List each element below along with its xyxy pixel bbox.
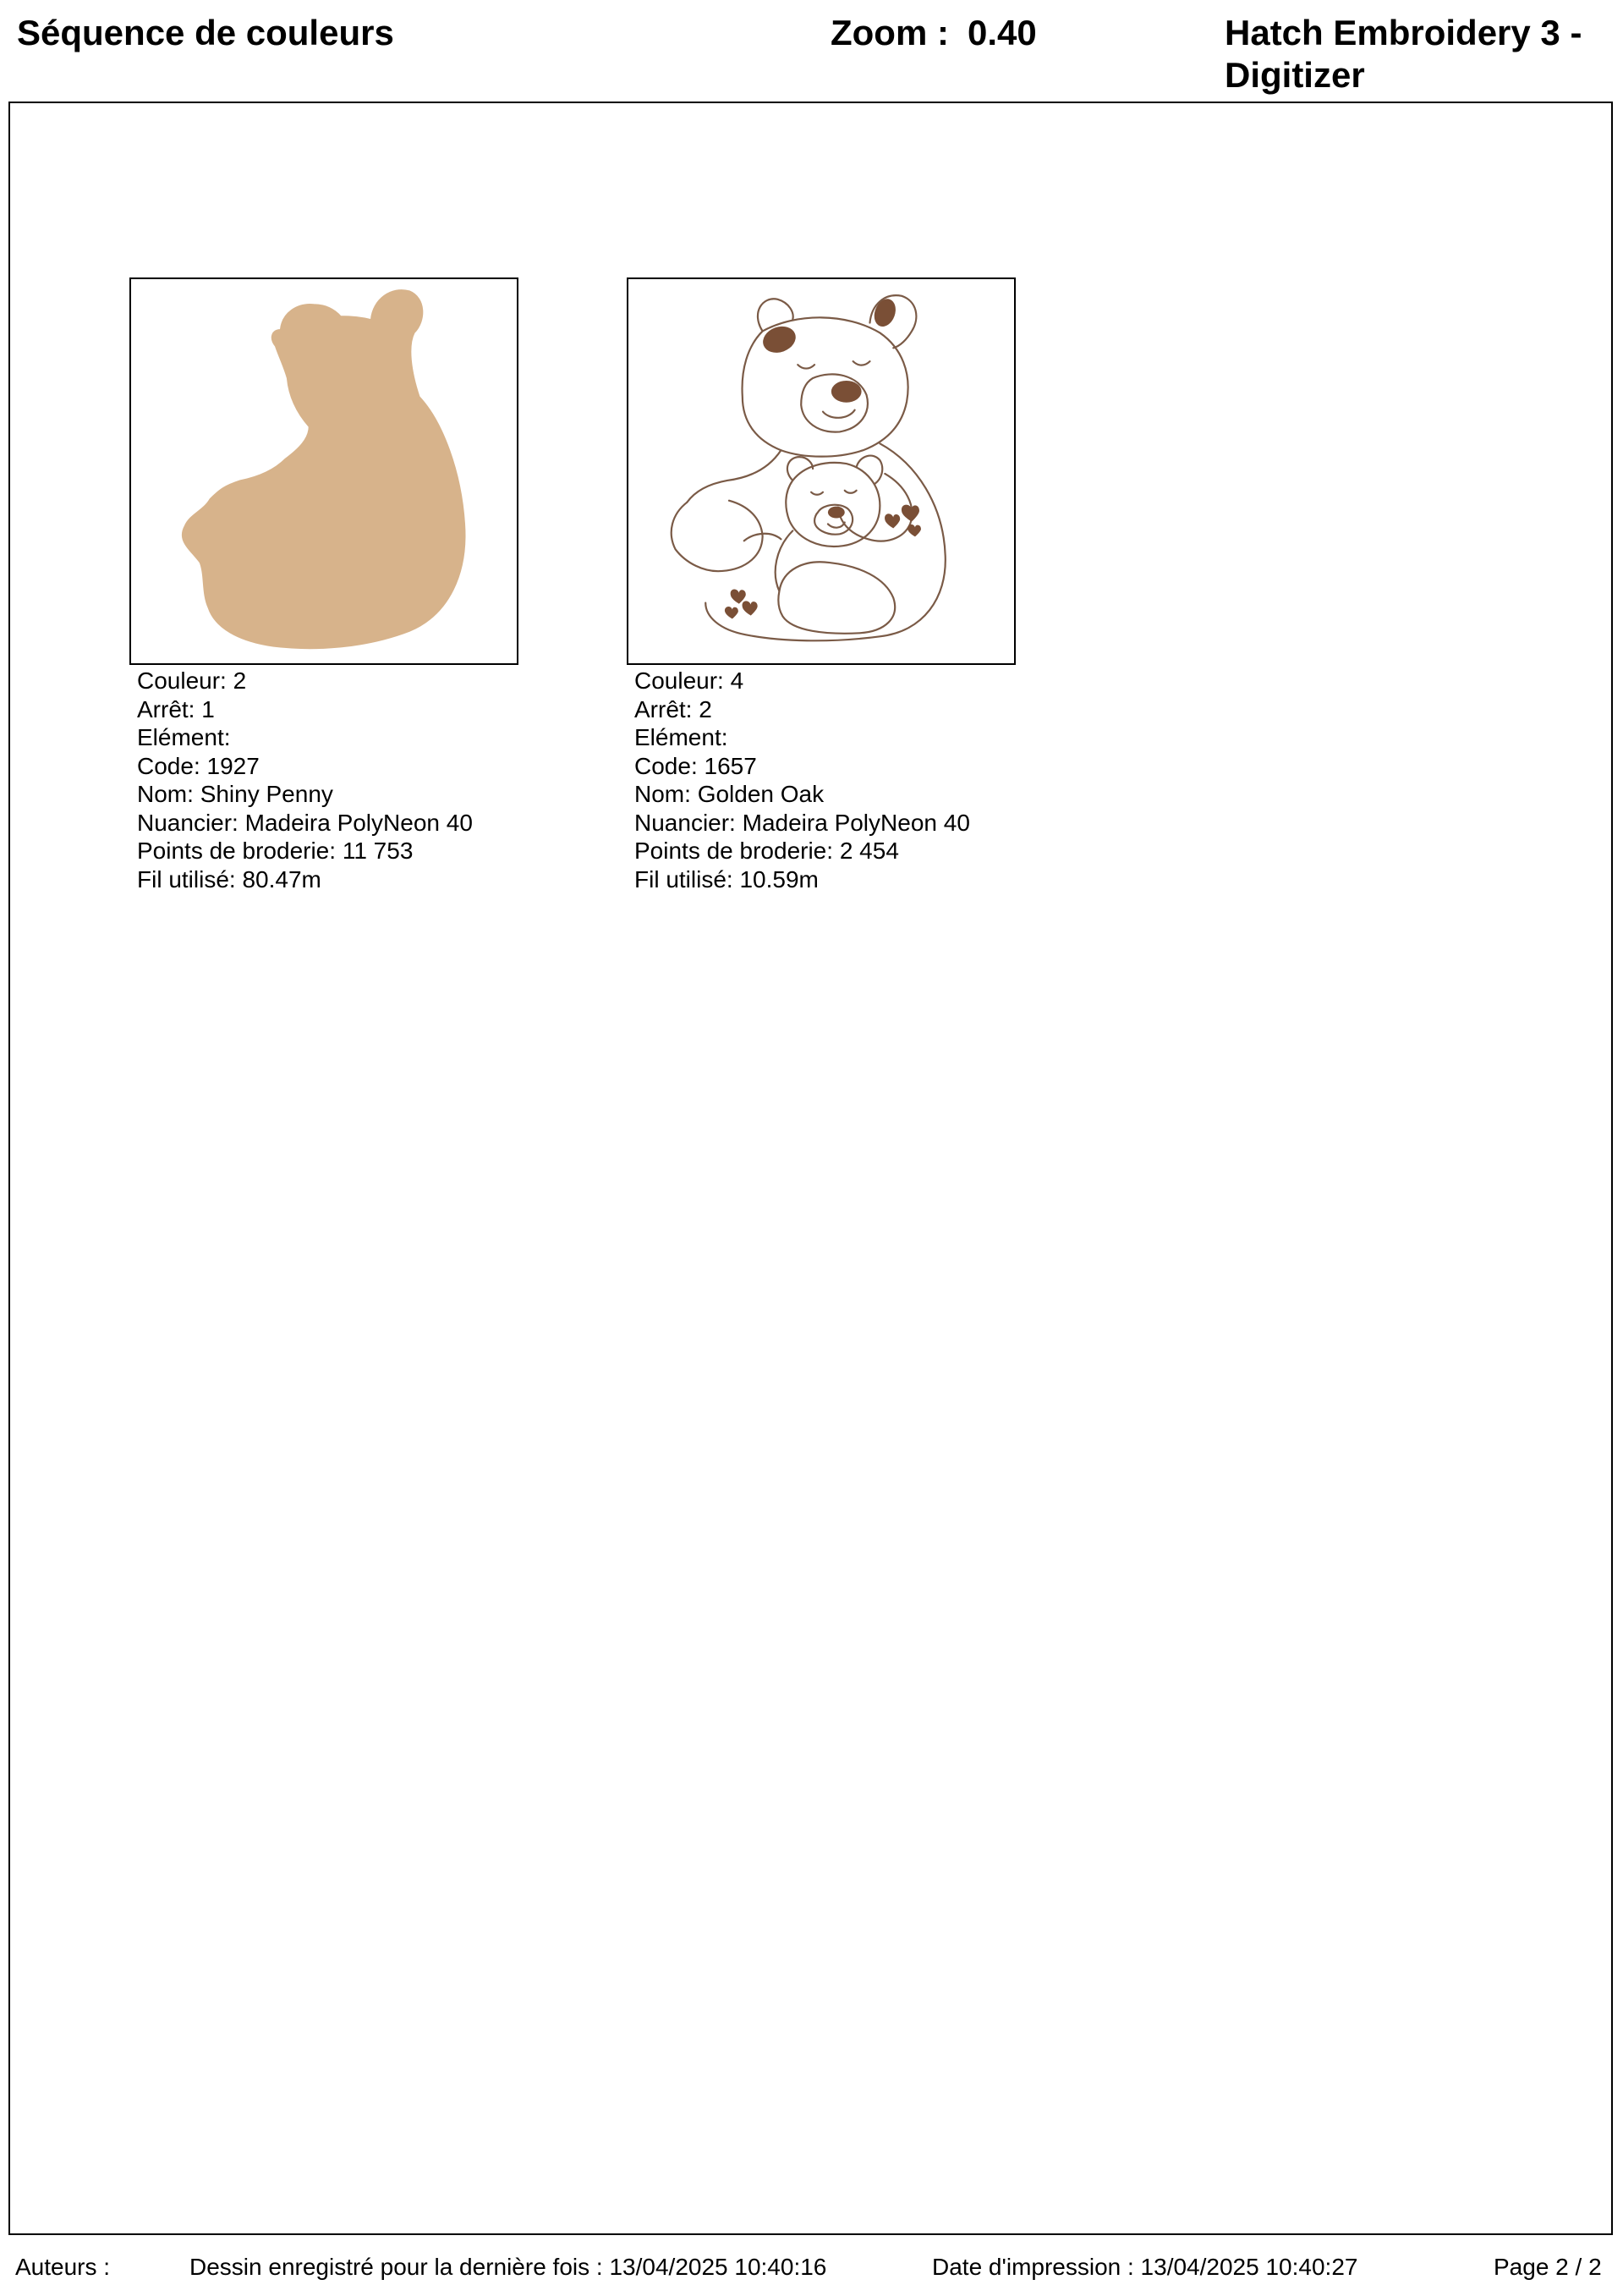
info-row-code bbox=[137, 752, 473, 781]
big-bear-inner-ear-right bbox=[870, 296, 899, 330]
info-value: 80.47m bbox=[242, 865, 321, 893]
content-frame bbox=[8, 102, 1613, 2235]
footer-authors: Auteurs : bbox=[15, 2254, 111, 2280]
info-row-stop bbox=[137, 695, 473, 724]
heart-icon bbox=[725, 607, 738, 618]
bear-silhouette-shape bbox=[182, 290, 465, 649]
info-label: Couleur: bbox=[634, 667, 724, 694]
big-bear-arm-left bbox=[687, 450, 781, 502]
info-label: Code: bbox=[634, 752, 698, 779]
heart-icon bbox=[731, 589, 746, 603]
heart-icon bbox=[907, 525, 921, 536]
heart-icon bbox=[885, 514, 900, 528]
info-row-color bbox=[634, 667, 970, 695]
info-row-code bbox=[634, 752, 970, 781]
footer-last-saved: Dessin enregistré pour la dernière fois : 13/04/2025 10:40:16 bbox=[189, 2254, 827, 2280]
info-label: Fil utilisé: bbox=[634, 865, 733, 893]
zoom-label: Zoom : bbox=[831, 13, 949, 52]
zoom-indicator bbox=[831, 12, 1037, 54]
info-row-element bbox=[137, 723, 473, 752]
product-name-line1: Hatch Embroidery 3 - bbox=[1225, 13, 1582, 52]
info-value: Madeira PolyNeon 40 bbox=[742, 809, 970, 836]
info-label: Nuancier: bbox=[634, 809, 736, 836]
big-bear-foot-right bbox=[778, 562, 895, 633]
color-info-2 bbox=[634, 667, 970, 893]
info-value: 10.59m bbox=[739, 865, 819, 893]
product-name-line2: Digitizer bbox=[1225, 55, 1365, 95]
info-label: Arrêt: bbox=[634, 695, 693, 722]
info-value: 2 454 bbox=[839, 838, 899, 864]
info-row-color bbox=[137, 667, 473, 695]
info-row-element bbox=[634, 723, 970, 752]
color-thumbnail-1 bbox=[129, 277, 518, 665]
footer-print-date: Date d'impression : 13/04/2025 10:40:27 bbox=[932, 2254, 1358, 2280]
info-label: Arrêt: bbox=[137, 695, 195, 722]
bear-outline-image bbox=[628, 279, 1014, 663]
info-label: Nuancier: bbox=[137, 809, 239, 836]
big-bear-eye-left bbox=[798, 365, 814, 368]
info-label: Points de broderie: bbox=[137, 838, 337, 864]
info-row-chart bbox=[137, 809, 473, 838]
info-label: Code: bbox=[137, 752, 200, 779]
small-bear-eye-right bbox=[845, 491, 857, 493]
info-value: 4 bbox=[730, 667, 744, 694]
info-label: Elément: bbox=[137, 724, 231, 750]
info-value: Golden Oak bbox=[697, 781, 825, 807]
bear-silhouette-image bbox=[131, 279, 517, 663]
big-bear-inner-ear-left bbox=[759, 322, 799, 358]
info-label: Nom: bbox=[137, 781, 194, 807]
info-label: Elément: bbox=[634, 724, 728, 750]
info-value: 2 bbox=[699, 695, 712, 722]
big-bear-ear-left bbox=[758, 299, 793, 331]
big-bear-body-outline bbox=[705, 443, 946, 640]
info-row-stitches bbox=[137, 837, 473, 865]
big-bear-foot-left bbox=[672, 501, 763, 571]
info-row-chart bbox=[634, 809, 970, 838]
info-row-name bbox=[137, 780, 473, 809]
big-bear-nose bbox=[831, 381, 862, 403]
info-row-stop bbox=[634, 695, 970, 724]
footer-page-number: Page 2 / 2 bbox=[1494, 2254, 1602, 2280]
info-value: 1927 bbox=[206, 752, 260, 779]
small-bear-nose bbox=[828, 507, 845, 519]
info-value: 2 bbox=[233, 667, 247, 694]
small-bear-smile bbox=[828, 522, 845, 527]
info-value: 1 bbox=[201, 695, 215, 722]
product-name bbox=[1225, 12, 1614, 96]
big-bear-smile bbox=[823, 410, 855, 418]
info-label: Nom: bbox=[634, 781, 691, 807]
info-value: Shiny Penny bbox=[200, 781, 333, 807]
small-bear-body bbox=[776, 530, 793, 590]
info-value: 11 753 bbox=[342, 838, 414, 864]
info-row-stitches bbox=[634, 837, 970, 865]
info-row-thread bbox=[137, 865, 473, 894]
color-thumbnail-2 bbox=[627, 277, 1016, 665]
color-info-1 bbox=[137, 667, 473, 893]
info-row-thread bbox=[634, 865, 970, 894]
zoom-value: 0.40 bbox=[967, 13, 1037, 52]
info-label: Fil utilisé: bbox=[137, 865, 236, 893]
info-label: Points de broderie: bbox=[634, 838, 834, 864]
heart-icon bbox=[743, 601, 758, 615]
info-value: Madeira PolyNeon 40 bbox=[244, 809, 473, 836]
info-value: 1657 bbox=[704, 752, 757, 779]
page-title: Séquence de couleurs bbox=[17, 13, 394, 52]
big-bear-muzzle bbox=[801, 374, 868, 431]
info-label: Couleur: bbox=[137, 667, 227, 694]
big-bear-eye-right bbox=[853, 361, 870, 365]
heart-icon bbox=[902, 505, 919, 522]
small-bear-eye-left bbox=[811, 492, 823, 495]
info-row-name bbox=[634, 780, 970, 809]
